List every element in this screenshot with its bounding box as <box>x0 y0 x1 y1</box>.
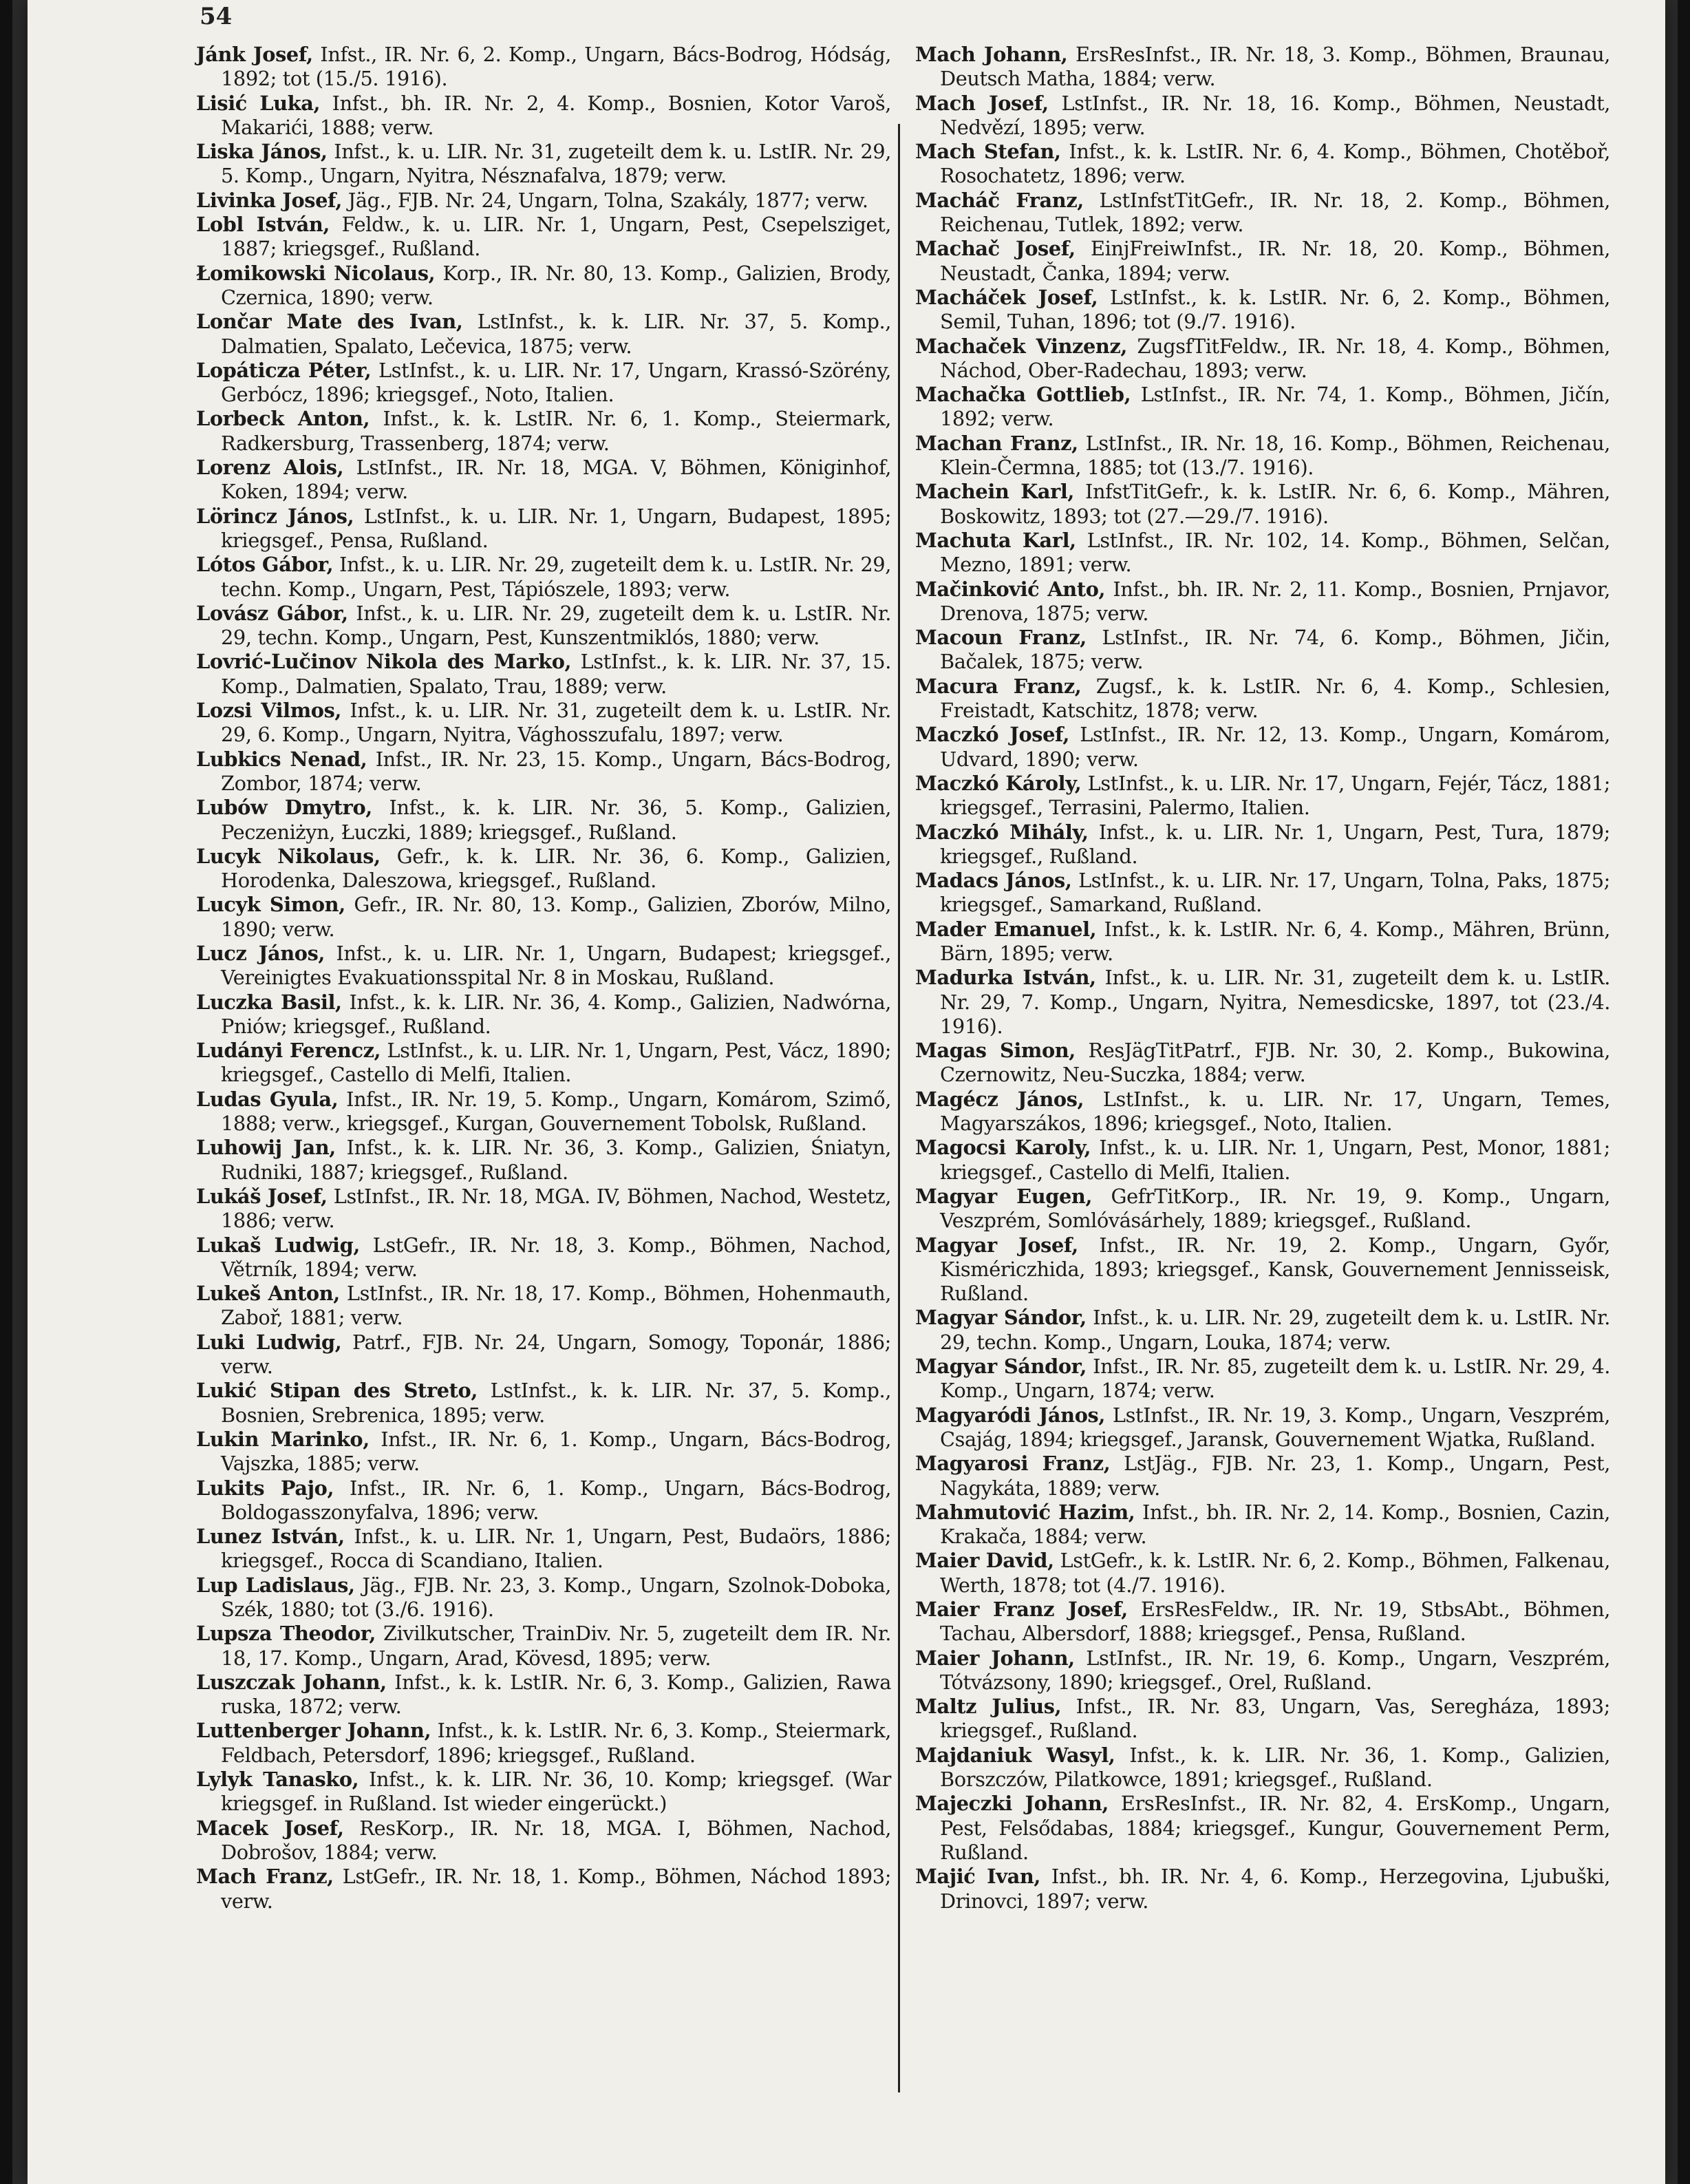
casualty-entry <box>915 383 1610 432</box>
casualty-entry <box>196 942 891 990</box>
entry-details: ResKorp., IR. Nr. 18, MGA. I, Böhmen, Nachod, Dobrošov, 1884; verw. <box>221 1816 892 1864</box>
entry-details: Infst., k. u. LIR. Nr. 31, zugeteilt dem k. u. LstIR. Nr. 29, 5. Komp., Ungarn, Nyitra, Nésznafalva, 1879; verw. <box>221 140 891 188</box>
entry-name: Łomikowski Nicolaus, <box>196 261 436 285</box>
entry-name: Lovász Gábor, <box>196 601 348 625</box>
entry-name: Magocsi Karoly, <box>915 1136 1091 1160</box>
casualty-entry <box>915 1743 1610 1792</box>
entry-name: Macoun Franz, <box>915 626 1087 650</box>
entry-name: Maier Franz Josef, <box>915 1598 1128 1621</box>
casualty-entry <box>196 845 891 893</box>
entry-details: Jäg., FJB. Nr. 23, 3. Komp., Ungarn, Szolnok-Doboka, Szék, 1880; tot (3./6. 1916). <box>221 1573 891 1621</box>
entry-name: Maier David, <box>915 1549 1054 1573</box>
entry-name: Machač Josef, <box>915 237 1076 261</box>
entry-details: Infst., IR. Nr. 83, Ungarn, Vas, Seregháza, 1893; kriegsgef., Rußland. <box>940 1695 1610 1743</box>
casualty-entry <box>915 480 1610 529</box>
entry-name: Mačinković Anto, <box>915 577 1106 601</box>
entry-name: Machaček Vinzenz, <box>915 334 1128 358</box>
casualty-entry <box>196 990 891 1039</box>
entry-details: LstInfst., IR. Nr. 19, 6. Komp., Ungarn, Veszprém, Tótvázsony, 1890; kriegsgef., Orel, Rußland. <box>940 1646 1610 1694</box>
casualty-entry <box>196 1039 891 1088</box>
entry-details: ZugsfTitFeldw., IR. Nr. 18, 4. Komp., Böhmen, Náchod, Ober-Radechau, 1893; verw. <box>940 334 1610 382</box>
casualty-entry <box>915 1233 1610 1306</box>
casualty-entry <box>196 1428 891 1476</box>
entry-details: Infst., k. k. LstIR. Nr. 6, 4. Komp., Mähren, Brünn, Bärn, 1895; verw. <box>940 917 1610 965</box>
casualty-entry <box>196 553 891 602</box>
entry-details: LstGefr., IR. Nr. 18, 3. Komp., Böhmen, Nachod, Větrník, 1894; verw. <box>221 1233 891 1281</box>
entry-name: Lukin Marinko, <box>196 1427 370 1451</box>
entry-name: Maltz Julius, <box>915 1695 1062 1719</box>
entry-details: Infst., k. u. LIR. Nr. 1, Ungarn, Pest, Tura, 1879; kriegsgef., Rußland. <box>940 820 1610 868</box>
entry-details: Infst., IR. Nr. 6, 2. Komp., Ungarn, Bács-Bodrog, Hódság, 1892; tot (15./5. 1916). <box>221 43 891 91</box>
entry-details: LstInfst., IR. Nr. 18, MGA. V, Böhmen, Königinhof, Koken, 1894; verw. <box>221 456 891 504</box>
entry-name: Maier Johann, <box>915 1646 1075 1670</box>
entry-name: Lörincz János, <box>196 504 354 528</box>
entry-name: Luki Ludwig, <box>196 1330 342 1354</box>
casualty-entry <box>915 772 1610 820</box>
entry-name: Lobl István, <box>196 213 330 237</box>
casualty-entry <box>196 1816 891 1865</box>
entry-name: Ludas Gyula, <box>196 1087 339 1111</box>
casualty-entry <box>915 335 1610 383</box>
entry-name: Macek Josef, <box>196 1816 344 1840</box>
entry-details: LstInfst., IR. Nr. 18, 17. Komp., Böhmen, Hohenmauth, Zaboř, 1881; verw. <box>221 1282 891 1330</box>
entry-name: Lončar Mate des Ivan, <box>196 310 463 334</box>
entry-details: InfstTitGefr., k. k. LstIR. Nr. 6, 6. Komp., Mähren, Boskowitz, 1893; tot (27.—29./7. 1916). <box>940 480 1611 528</box>
casualty-entry <box>915 529 1610 577</box>
casualty-entry <box>915 1306 1610 1355</box>
casualty-entry <box>915 432 1610 480</box>
entry-details: LstInfst., k. u. LIR. Nr. 1, Ungarn, Pest, Vácz, 1890; kriegsgef., Castello di Melfi, Italien. <box>221 1039 891 1087</box>
entry-name: Mach Franz, <box>196 1865 334 1889</box>
casualty-entry <box>196 602 891 650</box>
casualty-entry <box>196 1185 891 1233</box>
casualty-entry <box>196 1088 891 1136</box>
entry-name: Machein Karl, <box>915 480 1075 504</box>
entry-details: LstInfst., k. u. LIR. Nr. 17, Ungarn, Krassó-Szörény, Gerbócz, 1896; kriegsgef., Noto, Italien. <box>221 358 892 407</box>
casualty-entry <box>915 1598 1610 1646</box>
entry-name: Lubkics Nenad, <box>196 747 367 771</box>
entry-name: Mach Josef, <box>915 91 1049 115</box>
casualty-entry <box>196 456 891 505</box>
casualty-entry <box>196 43 891 92</box>
entry-details: Infst., k. u. LIR. Nr. 31, zugeteilt dem k. u. LstIR. Nr. 29, 7. Komp., Ungarn, Nyitra, Nemesdicske, 1897, tot (23./4. 1916). <box>940 966 1610 1038</box>
entry-name: Lukáš Josef, <box>196 1184 328 1208</box>
casualty-entry <box>915 820 1610 869</box>
casualty-entry <box>196 189 891 213</box>
casualty-entry <box>915 1039 1610 1088</box>
entry-details: Infst., k. k. LIR. Nr. 36, 1. Komp., Galizien, Borszczów, Pilatkowce, 1891; kriegsgef., Rußland. <box>940 1743 1611 1792</box>
entry-name: Luszczak Johann, <box>196 1670 387 1694</box>
entry-details: LstJäg., FJB. Nr. 23, 1. Komp., Ungarn, Pest, Nagykáta, 1889; verw. <box>940 1452 1610 1500</box>
entry-details: Infst., k. u. LIR. Nr. 29, zugeteilt dem k. u. LstIR. Nr. 29, techn. Komp., Ungarn, Louka, 1874; verw. <box>940 1306 1610 1354</box>
entry-details: LstGefr., k. k. LstIR. Nr. 6, 2. Komp., Böhmen, Falkenau, Werth, 1878; tot (4./7. 1916). <box>940 1549 1610 1597</box>
entry-details: Infst., IR. Nr. 6, 1. Komp., Ungarn, Bács-Bodrog, Boldogasszonyfalva, 1896; verw. <box>221 1476 891 1524</box>
entry-details: Gefr., k. k. LIR. Nr. 36, 6. Komp., Galizien, Horodenka, Daleszowa, kriegsgef., Rußland. <box>221 844 892 893</box>
page-number: 54 <box>200 3 233 30</box>
casualty-entry <box>915 1088 1610 1136</box>
right-column <box>915 43 1610 1913</box>
entry-details: Infst., k. u. LIR. Nr. 29, zugeteilt dem k. u. LstIR. Nr. 29, techn. Komp., Ungarn, Pest, Kunszentmiklós, 1880; verw. <box>221 601 892 650</box>
casualty-entry <box>915 1865 1610 1913</box>
casualty-entry <box>196 1573 891 1622</box>
entry-name: Magyar Sándor, <box>915 1306 1087 1330</box>
casualty-entry <box>915 286 1610 335</box>
document-page <box>28 0 1665 2184</box>
casualty-entry <box>915 1403 1610 1452</box>
entry-name: Macháček Josef, <box>915 285 1098 309</box>
entry-name: Luhowij Jan, <box>196 1136 336 1160</box>
entry-name: Luttenberger Johann, <box>196 1719 431 1743</box>
entry-details: Patrf., FJB. Nr. 24, Ungarn, Somogy, Toponár, 1886; verw. <box>221 1330 891 1379</box>
casualty-entry <box>915 189 1610 237</box>
entry-name: Lukits Pajo, <box>196 1476 334 1500</box>
entry-name: Lorenz Alois, <box>196 456 344 480</box>
entry-name: Lucyk Simon, <box>196 893 345 917</box>
casualty-entry <box>915 723 1610 772</box>
entry-name: Mahmutović Hazim, <box>915 1500 1135 1524</box>
entry-name: Majić Ivan, <box>915 1865 1040 1889</box>
entry-name: Jánk Josef, <box>196 43 313 66</box>
entry-name: Lubów Dmytro, <box>196 796 372 820</box>
entry-details: Infst., bh. IR. Nr. 4, 6. Komp., Herzegovina, Ljubuški, Drinovci, 1897; verw. <box>940 1865 1610 1913</box>
casualty-entry <box>196 1282 891 1330</box>
entry-details: Feldw., k. u. LIR. Nr. 1, Ungarn, Pest, Csepelsziget, 1887; kriegsgef., Rußland. <box>221 213 891 261</box>
scan-edge-left <box>0 0 12 2184</box>
casualty-entry <box>915 43 1610 92</box>
casualty-entry <box>915 1549 1610 1598</box>
casualty-entry <box>196 699 891 748</box>
entry-details: Zivilkutscher, TrainDiv. Nr. 5, zugeteilt dem IR. Nr. 18, 17. Komp., Ungarn, Arad, Kövesd, 1895; verw. <box>221 1622 891 1670</box>
entry-name: Maczkó Károly, <box>915 771 1082 795</box>
casualty-entry <box>196 407 891 456</box>
casualty-entry <box>915 869 1610 918</box>
entry-details: Infst., k. u. LIR. Nr. 29, zugeteilt dem k. u. LstIR. Nr. 29, techn. Komp., Ungarn, Pest, Tápiószele, 1893; verw. <box>221 553 891 601</box>
entry-name: Ludányi Ferencz, <box>196 1039 381 1063</box>
entry-details: Infst., k. u. LIR. Nr. 31, zugeteilt dem k. u. LstIR. Nr. 29, 6. Komp., Ungarn, Nyitra, Vághosszufalu, 1897; verw. <box>221 699 891 747</box>
casualty-entry <box>196 1768 891 1816</box>
entry-name: Magyar Sándor, <box>915 1355 1087 1379</box>
casualty-entry <box>196 1233 891 1282</box>
casualty-entry <box>915 918 1610 966</box>
entry-details: Infst., k. u. LIR. Nr. 1, Ungarn, Pest, Monor, 1881; kriegsgef., Castello di Melfi, Italien. <box>940 1136 1610 1184</box>
entry-details: Infst., k. k. LIR. Nr. 36, 4. Komp., Galizien, Nadwórna, Pniów; kriegsgef., Rußland. <box>221 990 891 1038</box>
casualty-entry <box>915 1646 1610 1695</box>
entry-details: LstInfst., IR. Nr. 19, 3. Komp., Ungarn, Veszprém, Csajág, 1894; kriegsgef., Jaransk, Gouvernement Wjatka, Rußland. <box>940 1403 1610 1451</box>
casualty-entry <box>196 650 891 699</box>
entry-details: LstInfst., IR. Nr. 12, 13. Komp., Ungarn, Komárom, Udvard, 1890; verw. <box>940 723 1611 771</box>
casualty-entry <box>196 1865 891 1913</box>
entry-details: Infst., k. k. LIR. Nr. 36, 3. Komp., Galizien, Śniatyn, Rudniki, 1887; kriegsgef., Rußland. <box>221 1136 891 1184</box>
entry-details: LstInfst., IR. Nr. 74, 6. Komp., Böhmen, Jičin, Bačalek, 1875; verw. <box>940 626 1610 674</box>
entry-name: Liska János, <box>196 140 328 164</box>
entry-details: Infst., IR. Nr. 23, 15. Komp., Ungarn, Bács-Bodrog, Zombor, 1874; verw. <box>221 747 891 795</box>
entry-details: Infst., k. k. LstIR. Nr. 6, 1. Komp., Steiermark, Radkersburg, Trassenberg, 1874; verw. <box>221 407 891 455</box>
casualty-entry <box>915 1136 1610 1185</box>
entry-name: Lukeš Anton, <box>196 1282 340 1306</box>
casualty-entry <box>915 626 1610 675</box>
entry-details: LstInfst., k. u. LIR. Nr. 17, Ungarn, Tolna, Paks, 1875; kriegsgef., Samarkand, Rußland. <box>940 869 1610 917</box>
entry-details: Gefr., IR. Nr. 80, 13. Komp., Galizien, Zborów, Milno, 1890; verw. <box>221 893 891 941</box>
casualty-entry <box>915 237 1610 286</box>
entry-details: LstInfst., k. u. LIR. Nr. 1, Ungarn, Budapest, 1895; kriegsgef., Pensa, Rußland. <box>221 504 892 552</box>
entry-name: Livinka Josef, <box>196 188 342 212</box>
entry-details: Jäg., FJB. Nr. 24, Ungarn, Tolna, Szakály, 1877; verw. <box>341 188 868 212</box>
entry-name: Lovrić-Lučinov Nikola des Marko, <box>196 650 572 674</box>
entry-details: Infst., bh. IR. Nr. 2, 4. Komp., Bosnien, Kotor Varoš, Makarići, 1888; verw. <box>221 91 891 139</box>
entry-details: LstInfst., IR. Nr. 74, 1. Komp., Böhmen, Jičín, 1892; verw. <box>940 383 1611 431</box>
entry-name: Madacs János, <box>915 869 1072 893</box>
entry-name: Magyarosi Franz, <box>915 1452 1111 1476</box>
entry-name: Mader Emanuel, <box>915 917 1097 941</box>
casualty-entry <box>915 577 1610 626</box>
entry-details: Korp., IR. Nr. 80, 13. Komp., Galizien, Brody, Czernica, 1890; verw. <box>221 261 891 309</box>
casualty-entry <box>915 1185 1610 1233</box>
casualty-entry <box>196 140 891 189</box>
casualty-entry <box>196 92 891 140</box>
entry-name: Lopáticza Péter, <box>196 358 372 382</box>
entry-details: LstInfst., k. u. LIR. Nr. 17, Ungarn, Fejér, Tácz, 1881; kriegsgef., Terrasini, Palermo, Italien. <box>940 771 1611 820</box>
entry-details: ErsResInfst., IR. Nr. 18, 3. Komp., Böhmen, Braunau, Deutsch Matha, 1884; verw. <box>940 43 1611 91</box>
casualty-entry <box>915 1355 1610 1403</box>
scan-edge-right <box>1678 0 1690 2184</box>
casualty-entry <box>915 966 1610 1039</box>
entry-name: Magyaródi János, <box>915 1403 1105 1427</box>
entry-details: Infst., k. k. LstIR. Nr. 6, 3. Komp., Galizien, Rawa ruska, 1872; verw. <box>221 1670 892 1719</box>
entry-details: Infst., k. k. LIR. Nr. 36, 10. Komp; kriegsgef. (War kriegsgef. in Rußland. Ist wieder eingerückt.) <box>221 1768 891 1816</box>
entry-details: LstInfst., IR. Nr. 18, 16. Komp., Böhmen, Reichenau, Klein-Čermna, 1885; tot (13./7. 1916). <box>940 431 1610 480</box>
casualty-entry <box>196 1525 891 1573</box>
casualty-entry <box>196 505 891 553</box>
entry-name: Lozsi Vilmos, <box>196 699 342 723</box>
entry-name: Magas Simon, <box>915 1039 1076 1063</box>
entry-name: Lótos Gábor, <box>196 553 334 577</box>
entry-name: Madurka István, <box>915 966 1096 990</box>
entry-name: Mach Johann, <box>915 43 1068 66</box>
left-column <box>196 43 891 1913</box>
entry-details: Infst., IR. Nr. 19, 2. Komp., Ungarn, Győr, Kismériczhida, 1893; kriegsgef., Kansk, Gouvernement Jennisseisk, Rußland. <box>940 1233 1610 1306</box>
entry-details: Infst., IR. Nr. 6, 1. Komp., Ungarn, Bács-Bodrog, Vajszka, 1885; verw. <box>221 1427 891 1476</box>
entry-details: ErsResInfst., IR. Nr. 82, 4. ErsKomp., Ungarn, Pest, Felsődabas, 1884; kriegsgef., Kungur, Gouvernement Perm, Rußland. <box>940 1792 1610 1864</box>
entry-name: Lukaš Ludwig, <box>196 1233 360 1257</box>
entry-name: Lorbeck Anton, <box>196 407 370 431</box>
entry-name: Luczka Basil, <box>196 990 342 1014</box>
entry-name: Magécz János, <box>915 1087 1084 1111</box>
entry-details: LstInfstTitGefr., IR. Nr. 18, 2. Komp., Böhmen, Reichenau, Tutlek, 1892; verw. <box>940 188 1610 237</box>
entry-details: Infst., IR. Nr. 19, 5. Komp., Ungarn, Komárom, Szimő, 1888; verw., kriegsgef., Kurgan, Gouvernement Tobolsk, Rußland. <box>221 1087 891 1136</box>
entry-details: Infst., k. k. LstIR. Nr. 6, 3. Komp., Steiermark, Feldbach, Petersdorf, 1896; kriegsgef., Rußland. <box>221 1719 891 1767</box>
entry-name: Magyar Eugen, <box>915 1184 1093 1208</box>
entry-details: Infst., k. k. LIR. Nr. 36, 5. Komp., Galizien, Peczeniżyn, Łuczki, 1889; kriegsgef., Rußland. <box>221 796 891 844</box>
casualty-entry <box>915 92 1610 140</box>
entry-name: Lisić Luka, <box>196 91 321 115</box>
entry-name: Lucz János, <box>196 941 325 965</box>
entry-name: Macháč Franz, <box>915 188 1084 212</box>
entry-details: LstInfst., IR. Nr. 18, 16. Komp., Böhmen, Neustadt, Nedvězí, 1895; verw. <box>940 91 1610 139</box>
casualty-entry <box>915 1792 1610 1865</box>
casualty-entry <box>196 796 891 845</box>
casualty-entry <box>915 1501 1610 1549</box>
casualty-entry <box>915 1695 1610 1743</box>
entry-name: Lucyk Nikolaus, <box>196 844 381 868</box>
casualty-entry <box>915 140 1610 189</box>
entry-details: Infst., bh. IR. Nr. 2, 11. Komp., Bosnien, Prnjavor, Drenova, 1875; verw. <box>940 577 1610 625</box>
entry-name: Lupsza Theodor, <box>196 1622 376 1646</box>
entry-details: LstInfst., k. k. LIR. Nr. 37, 15. Komp., Dalmatien, Spalato, Trau, 1889; verw. <box>221 650 891 698</box>
column-divider <box>898 124 900 2092</box>
entry-details: LstInfst., k. u. LIR. Nr. 17, Ungarn, Temes, Magyarszákos, 1896; kriegsgef., Noto, Italien. <box>940 1087 1610 1136</box>
casualty-entry <box>196 1136 891 1185</box>
entry-name: Majdaniuk Wasyl, <box>915 1743 1115 1767</box>
entry-details: Infst., k. u. LIR. Nr. 1, Ungarn, Budapest; kriegsgef., Vereinigtes Evakuationsspital Nr. 8 in Moskau, Rußland. <box>221 941 891 990</box>
casualty-entry <box>196 359 891 407</box>
entry-details: LstInfst., k. k. LIR. Nr. 37, 5. Komp., Bosnien, Srebrenica, 1895; verw. <box>221 1379 891 1427</box>
entry-details: LstInfst., k. k. LIR. Nr. 37, 5. Komp., Dalmatien, Spalato, Lečevica, 1875; verw. <box>221 310 891 358</box>
entry-name: Machan Franz, <box>915 431 1078 455</box>
entry-details: ErsResFeldw., IR. Nr. 19, StbsAbt., Böhmen, Tachau, Albersdorf, 1888; kriegsgef., Pensa, Rußland. <box>940 1598 1610 1646</box>
entry-details: LstInfst., IR. Nr. 18, MGA. IV, Böhmen, Nachod, Westetz, 1886; verw. <box>221 1184 891 1233</box>
entry-details: LstInfst., IR. Nr. 102, 14. Komp., Böhmen, Selčan, Mezno, 1891; verw. <box>940 528 1610 577</box>
entry-details: GefrTitKorp., IR. Nr. 19, 9. Komp., Ungarn, Veszprém, Somlóvásárhely, 1889; kriegsgef., Rußland. <box>940 1184 1610 1233</box>
entry-name: Majeczki Johann, <box>915 1792 1109 1816</box>
casualty-entry <box>196 893 891 942</box>
entry-details: Infst., k. k. LstIR. Nr. 6, 4. Komp., Böhmen, Chotěboř, Rosochatetz, 1896; verw. <box>940 140 1610 188</box>
casualty-entry <box>196 1671 891 1719</box>
casualty-entry <box>196 748 891 796</box>
entry-details: Infst., k. u. LIR. Nr. 1, Ungarn, Pest, Budaörs, 1886; kriegsgef., Rocca di Scandiano, Italien. <box>221 1525 891 1573</box>
entry-name: Machuta Karl, <box>915 528 1076 552</box>
casualty-entry <box>196 1330 891 1379</box>
casualty-entry <box>196 1719 891 1768</box>
entry-details: LstInfst., k. k. LstIR. Nr. 6, 2. Komp., Böhmen, Semil, Tuhan, 1896; tot (9./7. 1916). <box>940 285 1610 334</box>
casualty-entry <box>915 675 1610 723</box>
casualty-entry <box>196 213 891 262</box>
entry-name: Machačka Gottlieb, <box>915 383 1131 407</box>
entry-name: Macura Franz, <box>915 674 1082 698</box>
entry-details: ResJägTitPatrf., FJB. Nr. 30, 2. Komp., Bukowina, Czernowitz, Neu-Suczka, 1884; verw. <box>940 1039 1610 1087</box>
casualty-entry <box>196 262 891 310</box>
casualty-entry <box>915 1452 1610 1501</box>
casualty-entry <box>196 1476 891 1525</box>
entry-name: Lup Ladislaus, <box>196 1573 355 1597</box>
casualty-entry <box>196 1379 891 1428</box>
entry-details: Zugsf., k. k. LstIR. Nr. 6, 4. Komp., Schlesien, Freistadt, Katschitz, 1878; verw. <box>940 674 1611 723</box>
entry-name: Maczkó Mihály, <box>915 820 1089 844</box>
entry-name: Lunez István, <box>196 1525 345 1549</box>
entry-details: Infst., IR. Nr. 85, zugeteilt dem k. u. LstIR. Nr. 29, 4. Komp., Ungarn, 1874; verw. <box>940 1355 1610 1403</box>
casualty-entry <box>196 310 891 359</box>
entry-name: Magyar Josef, <box>915 1233 1078 1257</box>
casualty-entry <box>196 1622 891 1671</box>
entry-details: EinjFreiwInfst., IR. Nr. 18, 20. Komp., Böhmen, Neustadt, Čanka, 1894; verw. <box>940 237 1610 285</box>
entry-details: LstGefr., IR. Nr. 18, 1. Komp., Böhmen, Náchod 1893; verw. <box>221 1865 891 1913</box>
entry-name: Lukić Stipan des Streto, <box>196 1379 478 1403</box>
entry-name: Maczkó Josef, <box>915 723 1070 747</box>
entry-name: Lylyk Tanasko, <box>196 1768 359 1792</box>
columns <box>28 43 1665 2163</box>
entry-name: Mach Stefan, <box>915 140 1061 164</box>
entry-details: Infst., bh. IR. Nr. 2, 14. Komp., Bosnien, Cazin, Krakača, 1884; verw. <box>940 1500 1610 1549</box>
